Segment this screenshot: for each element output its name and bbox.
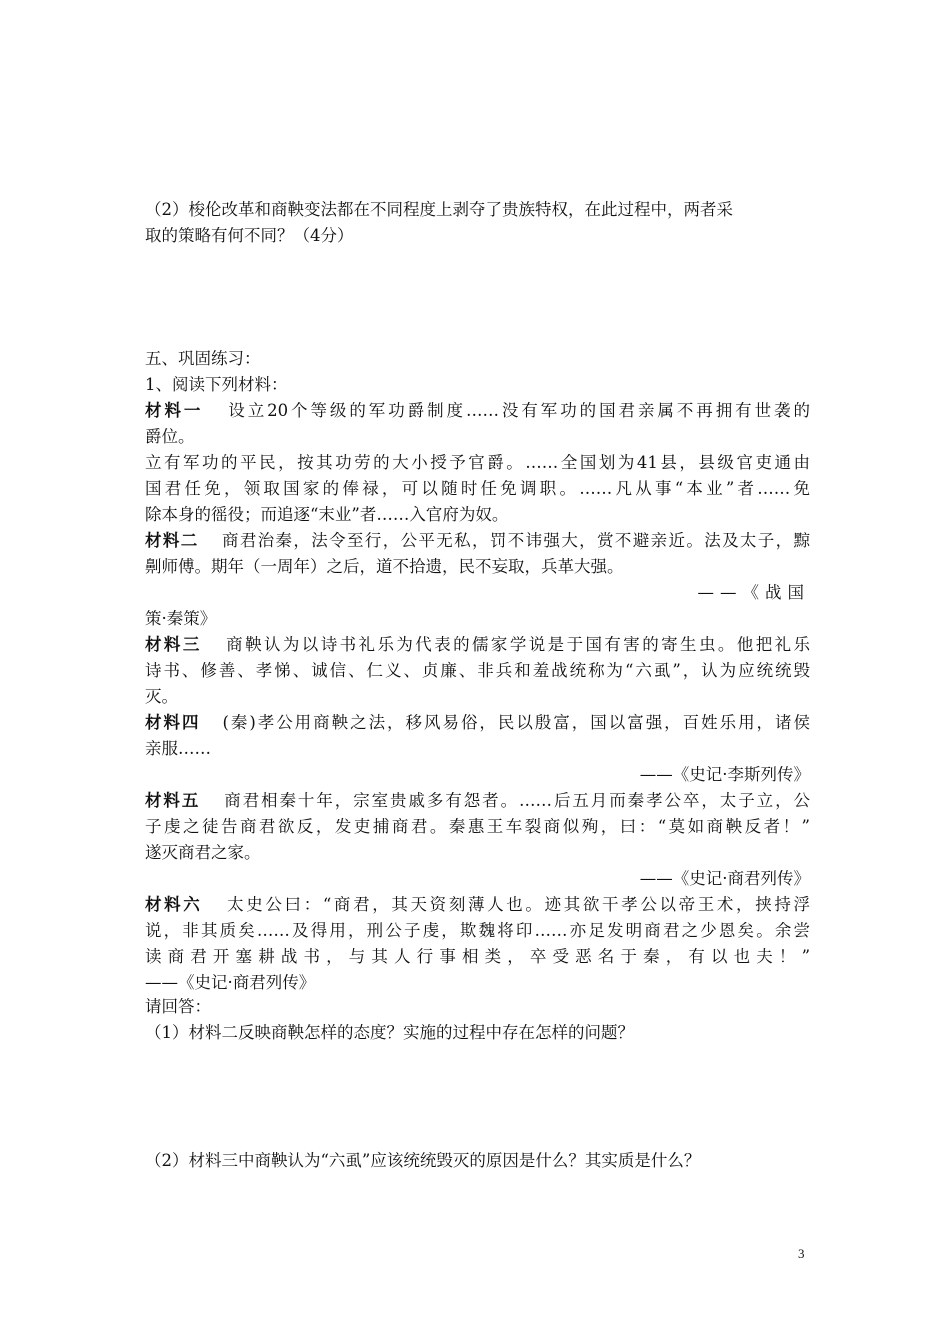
material-3-line2: 诗书、修善、孝悌、诚信、仁义、贞廉、非兵和羞战统称为“六虱”，认为应统统毁 [145, 661, 810, 680]
material-6-line1 [145, 893, 810, 917]
material-1-line1 [145, 399, 810, 423]
prev-question-2-line1: （2）梭伦改革和商鞅变法都在不同程度上剥夺了贵族特权，在此过程中，两者采 [145, 200, 733, 219]
material-4-text1: (秦)孝公用商鞅之法，移风易俗，民以殷富，国以富强，百姓乐用，诸侯 [222, 713, 811, 732]
material-1-label: 材料一 [145, 401, 204, 420]
material-2-source-a: ——《战国 [697, 583, 810, 602]
question-1: （1）材料二反映商鞅怎样的态度？实施的过程中存在怎样的问题？ [145, 1023, 634, 1042]
material-2-text1: 商君治秦，法令至行，公平无私，罚不讳强大，赏不避亲近。法及太子，黥 [220, 531, 811, 550]
material-5-line3: 遂灭商君之家。 [145, 843, 261, 862]
material-5-label: 材料五 [145, 791, 201, 810]
material-3-line3: 灭。 [145, 687, 178, 706]
material-2-line1 [145, 529, 810, 553]
material-5-line2: 子虔之徒告商君欲反，发吏捕商君。秦惠王车裂商似殉，曰：“莫如商鞅反者！” [145, 817, 810, 836]
material-1-line2: 爵位。 [145, 427, 195, 446]
material-5-source: ——《史记·商君列传》 [639, 869, 810, 888]
question-2: （2）材料三中商鞅认为“六虱”应该统统毁灭的原因是什么？其实质是什么？ [145, 1151, 701, 1170]
section-title: 五、巩固练习： [145, 349, 261, 368]
material-2-line2: 劓师傅。期年（一周年）之后，道不拾遗，民不妄取，兵革大强。 [145, 557, 624, 576]
material-1-line3: 立有军功的平民，按其功劳的大小授予官爵。……全国划为41县，县级官吏通由 [145, 453, 810, 472]
material-1-text1: 设立20个等级的军功爵制度……没有军功的国君亲属不再拥有世袭的 [225, 401, 810, 420]
material-4-line2: 亲服…… [145, 739, 211, 758]
material-1-line5: 除本身的徭役；而追逐“末业”者……入官府为奴。 [145, 505, 509, 524]
material-6-label: 材料六 [145, 895, 203, 914]
material-5-line1 [145, 789, 810, 813]
question-1-intro: 1、阅读下列材料： [145, 375, 288, 394]
material-6-text1: 太史公曰：“商君，其天资刻薄人也。迹其欲干孝公以帝王术，挟持浮 [224, 895, 811, 914]
material-4-source: ——《史记·李斯列传》 [639, 765, 810, 784]
material-3-label: 材料三 [145, 635, 202, 654]
material-6-line3: 读商君开塞耕战书，与其人行事相类，卒受恶名于秦，有以也夫！” [145, 947, 810, 966]
material-2-source-b: 策·秦策》 [145, 609, 217, 628]
answer-prompt: 请回答： [145, 997, 211, 1016]
material-3-line1 [145, 633, 810, 657]
prev-question-2-line2: 取的策略有何不同？（4分） [145, 226, 354, 245]
material-5-text1: 商君相秦十年，宗室贵戚多有怨者。……后五月而秦孝公卒，太子立，公 [222, 791, 811, 810]
material-6-source: ——《史记·商君列传》 [145, 973, 316, 992]
material-2-label: 材料二 [145, 531, 199, 550]
material-4-line1 [145, 711, 810, 735]
material-3-text1: 商鞅认为以诗书礼乐为代表的儒家学说是于国有害的寄生虫。他把礼乐 [223, 635, 811, 654]
material-4-label: 材料四 [145, 713, 201, 732]
page-number: 3 [798, 1246, 805, 1261]
material-6-line2: 说，非其质矣……及得用，刑公子虔，欺魏将印……亦足发明商君之少恩矣。余尝 [145, 921, 810, 940]
material-1-line4: 国君任免，领取国家的俸禄，可以随时任免调职。……凡从事“本业”者……免 [145, 479, 810, 498]
